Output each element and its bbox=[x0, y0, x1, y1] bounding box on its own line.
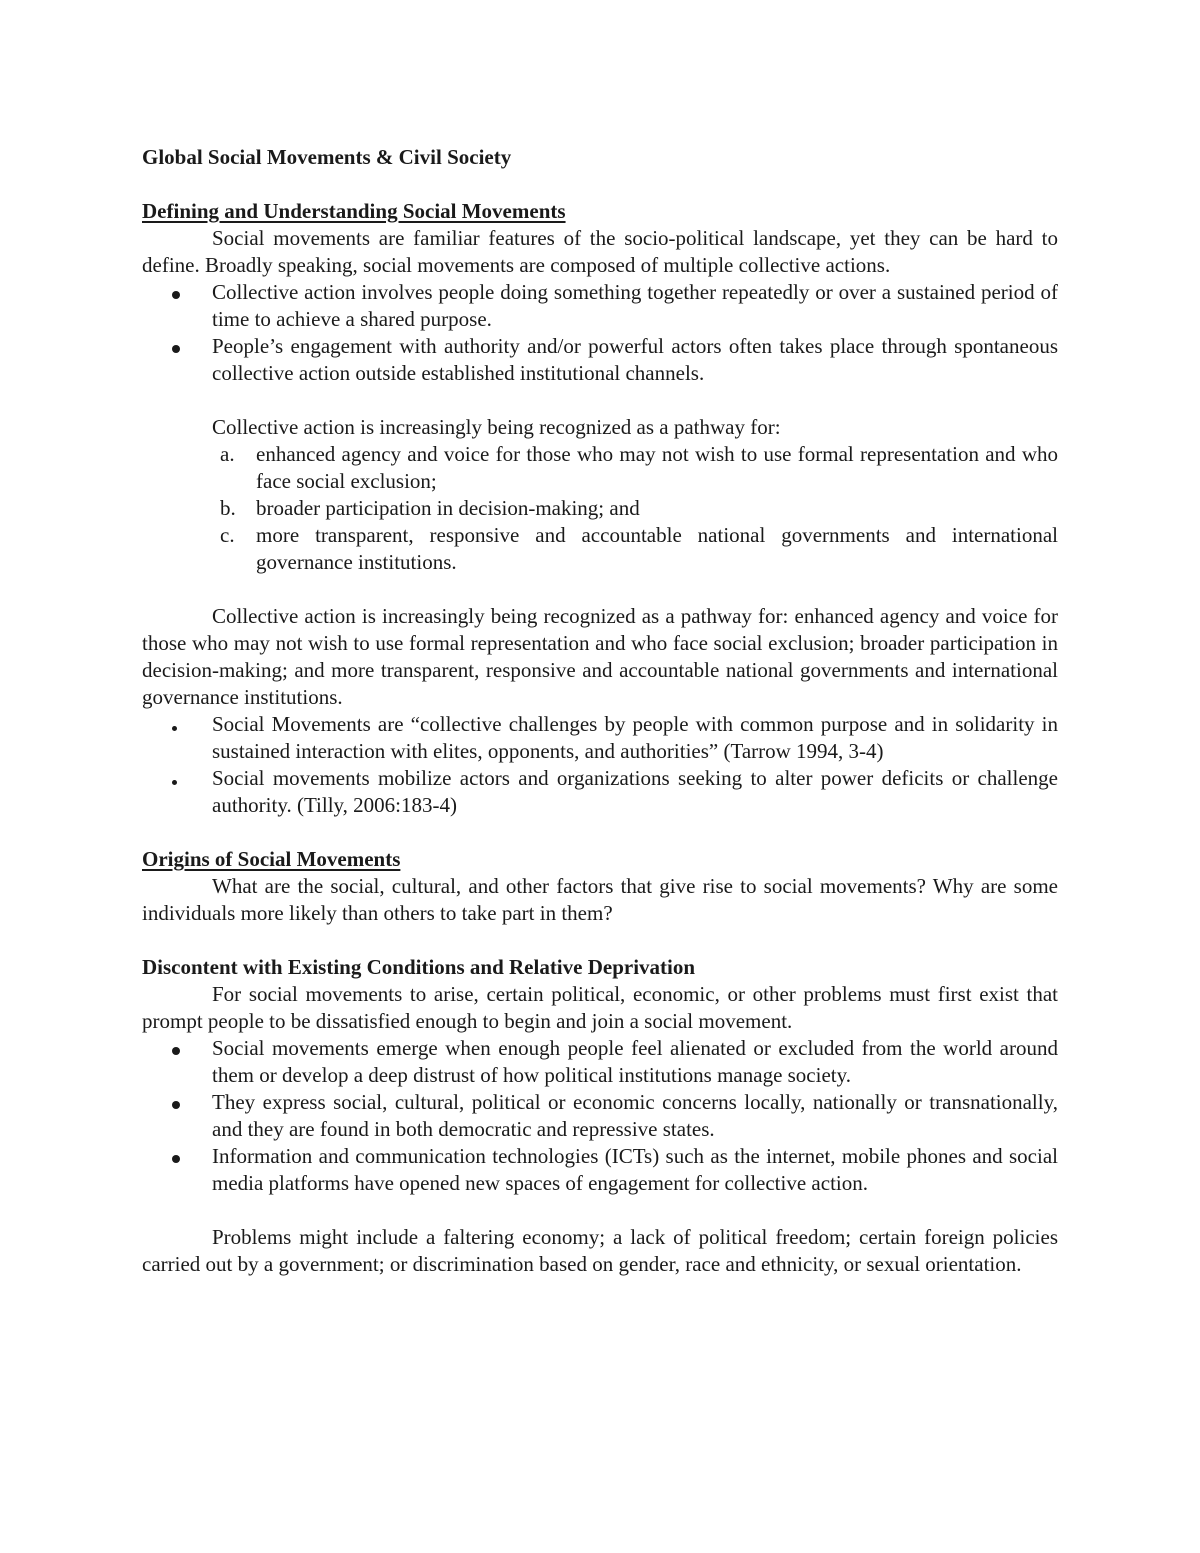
section3-bullet-list bbox=[142, 1035, 1058, 1197]
pathway-intro: Collective action is increasingly being recognized as a pathway for: bbox=[212, 415, 781, 439]
list-item bbox=[142, 765, 1058, 819]
list-item-text: more transparent, responsive and accountable national governments and international governance institutions. bbox=[256, 523, 1058, 574]
list-marker: c. bbox=[220, 523, 235, 547]
bullet-icon bbox=[172, 1089, 196, 1116]
list-marker: b. bbox=[220, 496, 236, 520]
list-item bbox=[142, 1143, 1058, 1197]
list-item bbox=[142, 441, 1058, 495]
spacer bbox=[142, 927, 1058, 954]
closing-paragraph: Problems might include a faltering economy; a lack of political freedom; certain foreign policies carried out by a government; or discrimination based on gender, race and ethnicity, or sexual orientation. bbox=[142, 1225, 1058, 1276]
bullet-icon bbox=[172, 711, 196, 738]
bullet-icon bbox=[172, 765, 196, 792]
bullet-icon bbox=[172, 333, 196, 360]
spacer bbox=[142, 171, 1058, 198]
list-item-text: broader participation in decision-making; and bbox=[256, 496, 640, 520]
list-item-text: They express social, cultural, political or economic concerns locally, nationally or transnationally, and they are found in both democratic and repressive states. bbox=[212, 1090, 1058, 1141]
bullet-icon bbox=[172, 1143, 196, 1170]
list-item bbox=[142, 522, 1058, 576]
section-heading-discontent: Discontent with Existing Conditions and Relative Deprivation bbox=[142, 955, 696, 979]
list-item-text: enhanced agency and voice for those who may not wish to use formal representation and who face social exclusion; bbox=[256, 442, 1058, 493]
section-heading-defining: Defining and Understanding Social Movements bbox=[142, 199, 566, 223]
list-item bbox=[142, 279, 1058, 333]
list-item bbox=[142, 495, 1058, 522]
spacer bbox=[142, 819, 1058, 846]
list-item-text: Social movements mobilize actors and organizations seeking to alter power deficits or challenge authority. (Tilly, 2006:183-4) bbox=[212, 766, 1058, 817]
list-item bbox=[142, 711, 1058, 765]
list-item-text: Social Movements are “collective challenges by people with common purpose and in solidarity in sustained interaction with elites, opponents, and authorities” (Tarrow 1994, 3-4) bbox=[212, 712, 1058, 763]
list-item-text: Information and communication technologies (ICTs) such as the internet, mobile phones and social media platforms have opened new spaces of engagement for collective action. bbox=[212, 1144, 1058, 1195]
section1-bullet-list bbox=[142, 279, 1058, 387]
pathway-lettered-list bbox=[142, 441, 1058, 576]
section2-intro-paragraph: What are the social, cultural, and other factors that give rise to social movements? Why are some individuals more likely than others to take part in them? bbox=[142, 874, 1058, 925]
list-item bbox=[142, 1089, 1058, 1143]
list-item bbox=[142, 1035, 1058, 1089]
bullet-icon bbox=[172, 1035, 196, 1062]
pathway-paragraph: Collective action is increasingly being recognized as a pathway for: enhanced agency and voice for those who may not wish to use formal representation and who face social exclusion; broader participation in decision-making; and more transparent, responsive and accountable national governments and international governance institutions. bbox=[142, 604, 1058, 709]
document-page bbox=[142, 144, 1058, 1278]
list-item bbox=[142, 333, 1058, 387]
section-heading-origins: Origins of Social Movements bbox=[142, 847, 401, 871]
definition-bullet-list bbox=[142, 711, 1058, 819]
spacer bbox=[142, 576, 1058, 603]
document-title: Global Social Movements & Civil Society bbox=[142, 145, 512, 169]
spacer bbox=[142, 1197, 1058, 1224]
bullet-icon bbox=[172, 279, 196, 306]
list-item-text: Collective action involves people doing something together repeatedly or over a sustained period of time to achieve a shared purpose. bbox=[212, 280, 1058, 331]
list-item-text: Social movements emerge when enough people feel alienated or excluded from the world around them or develop a deep distrust of how political institutions manage society. bbox=[212, 1036, 1058, 1087]
list-item-text: People’s engagement with authority and/or powerful actors often takes place through spontaneous collective action outside established institutional channels. bbox=[212, 334, 1058, 385]
section3-intro-paragraph: For social movements to arise, certain political, economic, or other problems must first exist that prompt people to be dissatisfied enough to begin and join a social movement. bbox=[142, 982, 1058, 1033]
section1-intro-paragraph: Social movements are familiar features of the socio-political landscape, yet they can be hard to define. Broadly speaking, social movements are composed of multiple collective actions. bbox=[142, 226, 1058, 277]
list-marker: a. bbox=[220, 442, 235, 466]
spacer bbox=[142, 387, 1058, 414]
